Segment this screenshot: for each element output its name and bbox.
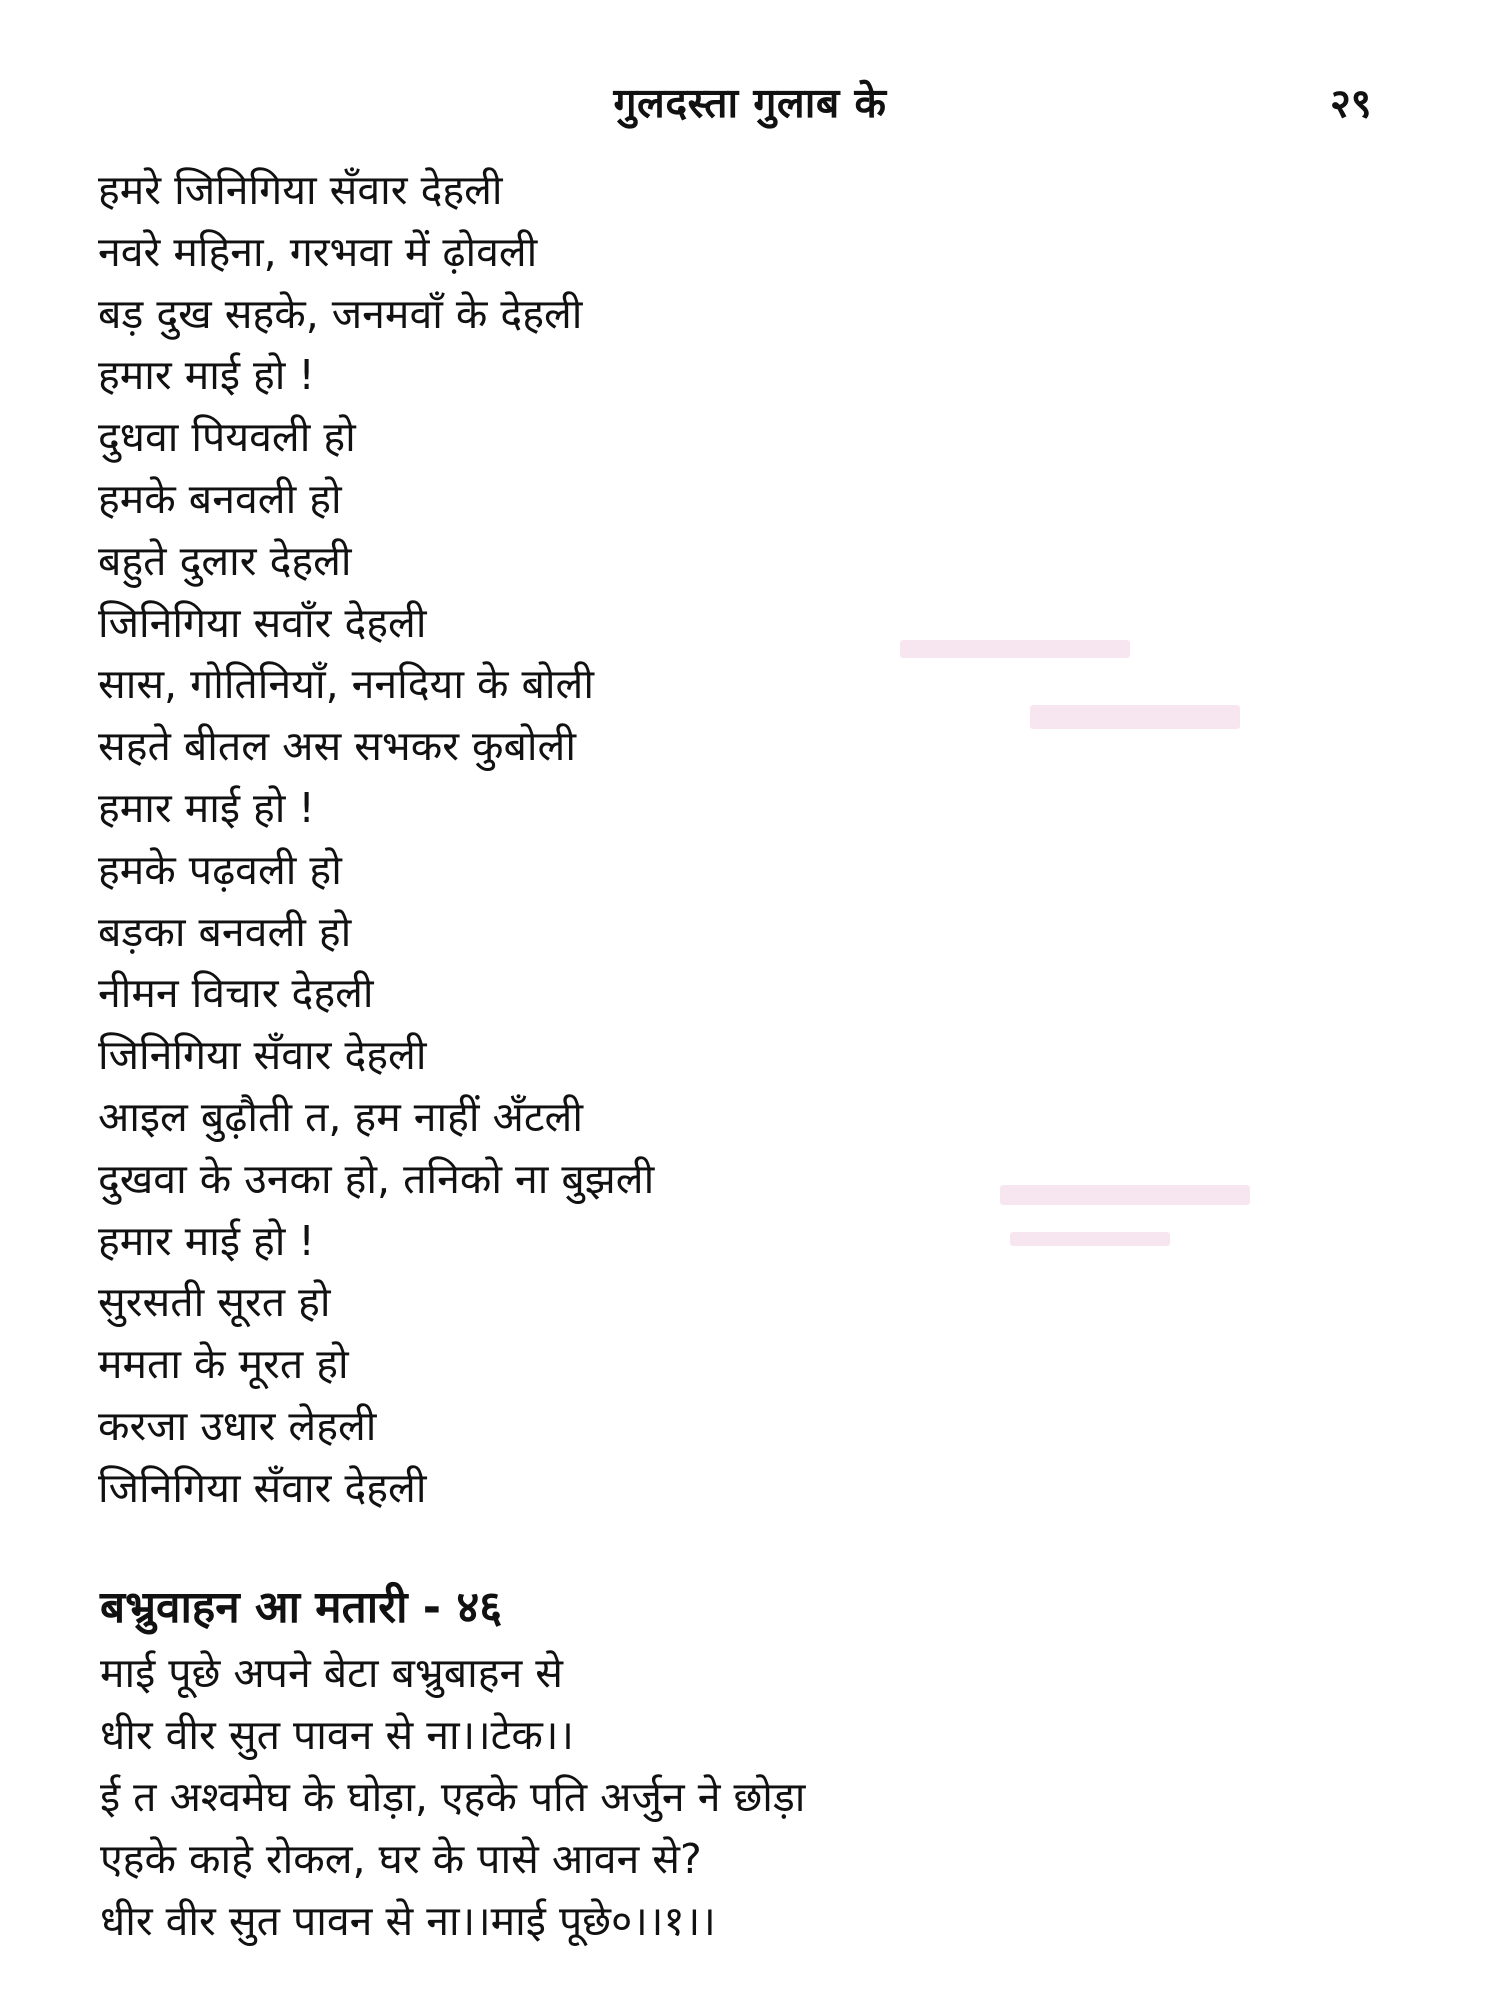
poem-line: करजा उधार लेहली	[98, 1401, 377, 1450]
poem-line: बहुते दुलार देहली	[98, 536, 352, 585]
poem-line: सास, गोतिनियाँ, ननदिया के बोली	[98, 660, 594, 709]
poem-line: नीमन विचार देहली	[98, 969, 374, 1018]
poem-line: दुखवा के उनका हो, तनिको ना बुझली	[98, 1154, 655, 1203]
poem-title: बभ्रुवाहन आ मतारी - ४६	[100, 1582, 503, 1633]
poem-line: जिनिगिया सँवार देहली	[98, 1463, 427, 1512]
poem-line: हमके पढ़वली हो	[98, 845, 342, 894]
poem-line: हमार माई हो !	[98, 1216, 315, 1265]
poem-line: हमके बनवली हो	[98, 474, 342, 523]
poem-continued	[98, 160, 1298, 1520]
poem-line: एहके काहे रोकल, घर के पासे आवन से?	[100, 1835, 702, 1883]
poem-line: नवरे महिना, गरभवा में ढ़ोवली	[98, 227, 538, 276]
poem-line: बड़का बनवली हो	[98, 907, 352, 956]
poem-line: जिनिगिया सवाँर देहली	[98, 598, 427, 647]
poem-line: धीर वीर सुत पावन से ना।।टेक।।	[100, 1711, 574, 1759]
poem-line: हमार माई हो !	[98, 351, 315, 400]
poem-line: हमार माई हो !	[98, 783, 315, 832]
poem-line: जिनिगिया सँवार देहली	[98, 1031, 427, 1080]
poem-line: सुरसती सूरत हो	[98, 1278, 331, 1327]
poem-line: ममता के मूरत हो	[98, 1340, 349, 1389]
poem-line: माई पूछे अपने बेटा बभ्रुबाहन से	[100, 1649, 564, 1697]
next-poem	[100, 1642, 1350, 1952]
poem-line: सहते बीतल अस सभकर कुबोली	[98, 722, 576, 771]
poem-line: ई त अश्वमेघ के घोड़ा, एहके पति अर्जुन ने छोड़ा	[100, 1773, 806, 1821]
poem-line: हमरे जिनिगिया सँवार देहली	[98, 166, 503, 214]
poem-line: धीर वीर सुत पावन से ना।।माई पूछे०।।१।।	[100, 1897, 716, 1945]
running-title: गुलदस्ता गुलाब के	[613, 79, 887, 127]
poem-line: दुधवा पियवली हो	[98, 413, 356, 462]
page-number: २९	[1330, 81, 1372, 127]
poem-line: आइल बुढ़ौती त, हम नाहीं अँटली	[98, 1092, 583, 1141]
poem-line: बड़ दुख सहके, जनमवाँ के देहली	[98, 289, 583, 338]
